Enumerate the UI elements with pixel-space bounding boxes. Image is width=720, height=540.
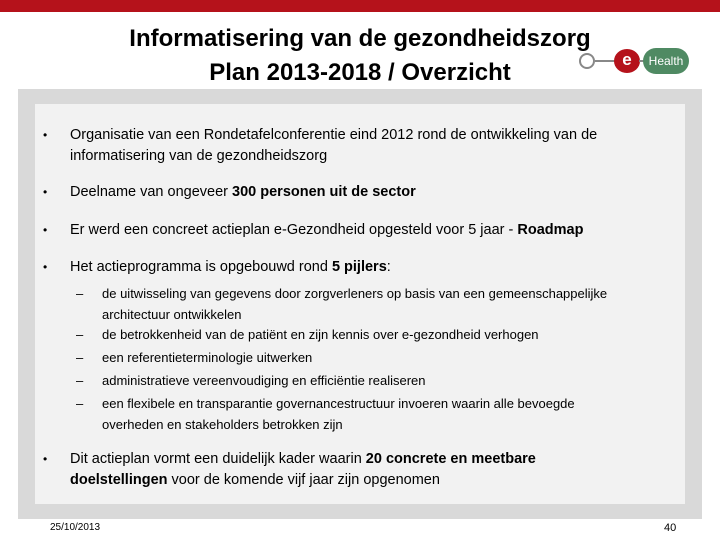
sub-item-text-line: de uitwisseling van gegevens door zorgverleners op basis van een gemeenschappelijke — [102, 286, 608, 301]
page-number: 40 — [664, 522, 677, 534]
bullet-text: Deelname van ongeveer — [70, 184, 233, 200]
bullet-text-bold: 5 pijlers — [331, 259, 387, 275]
bullet-item-participants — [43, 182, 416, 203]
bullet-text: voor de komende vijf jaar zijn opgenomen — [167, 472, 440, 488]
bullet-icon: • — [43, 260, 48, 274]
bullet-text: Dit actieplan vormt een duidelijk kader waarin — [70, 451, 366, 467]
bullet-text-line: Organisatie van een Rondetafelconferentie eind 2012 rond de ontwikkeling van de — [70, 127, 598, 143]
bullet-text: Het actieprogramma is opgebouwd rond — [70, 259, 332, 275]
dash-icon: – — [76, 327, 84, 342]
dash-icon: – — [76, 350, 84, 365]
title-line-1: Informatisering van de gezondheidszorg — [129, 25, 591, 52]
dash-icon: – — [76, 286, 84, 301]
sub-item-text: een referentieterminologie uitwerken — [102, 350, 313, 365]
bullet-text: Er werd een concreet actieplan e-Gezondheid opgesteld voor 5 jaar - — [70, 222, 518, 238]
logo-health-badge: Health — [643, 48, 689, 74]
top-accent-bar — [0, 0, 720, 12]
bullet-text-line: informatisering van de gezondheidszorg — [70, 148, 328, 164]
logo-e-badge: e — [614, 49, 640, 73]
bullet-icon: • — [43, 128, 48, 142]
dash-icon: – — [76, 373, 84, 388]
bullet-text: : — [386, 259, 391, 275]
sub-item-text: administratieve vereenvoudiging en efficiëntie realiseren — [102, 373, 426, 388]
sub-item-text-line: architectuur ontwikkelen — [102, 307, 242, 322]
logo-connector — [595, 60, 615, 62]
sub-item-data-exchange — [76, 283, 608, 325]
sub-item-governance — [76, 393, 575, 435]
bullet-item-roundtable — [43, 125, 598, 167]
sub-item-patient — [76, 324, 539, 345]
bullet-text-bold: doelstellingen — [70, 472, 168, 488]
sub-item-text-line: overheden en stakeholders betrokken zijn — [102, 417, 343, 432]
bullet-text-bold: 300 personen uit de sector — [232, 184, 416, 200]
logo-ring-icon — [579, 53, 595, 69]
bullet-text-bold: 20 concrete en meetbare — [365, 451, 536, 467]
sub-item-text-line: een flexibele en transparantie governancestructuur invoeren waarin alle bevoegde — [102, 396, 575, 411]
bullet-item-roadmap — [43, 220, 584, 241]
bullet-icon: • — [43, 185, 48, 199]
title-line-2: Plan 2013-2018 / Overzicht — [209, 59, 511, 86]
ehealth-logo — [579, 48, 689, 78]
footer-date: 25/10/2013 — [50, 522, 101, 533]
dash-icon: – — [76, 396, 84, 411]
bullet-icon: • — [43, 223, 48, 237]
sub-item-simplification — [76, 370, 426, 391]
page-title — [100, 22, 620, 90]
sub-item-terminology — [76, 347, 313, 368]
bullet-item-objectives — [43, 449, 536, 491]
bullet-icon: • — [43, 452, 48, 466]
bullet-item-pillars — [43, 257, 391, 278]
sub-item-text: de betrokkenheid van de patiënt en zijn kennis over e-gezondheid verhogen — [102, 327, 539, 342]
bullet-text-bold: Roadmap — [517, 222, 584, 238]
